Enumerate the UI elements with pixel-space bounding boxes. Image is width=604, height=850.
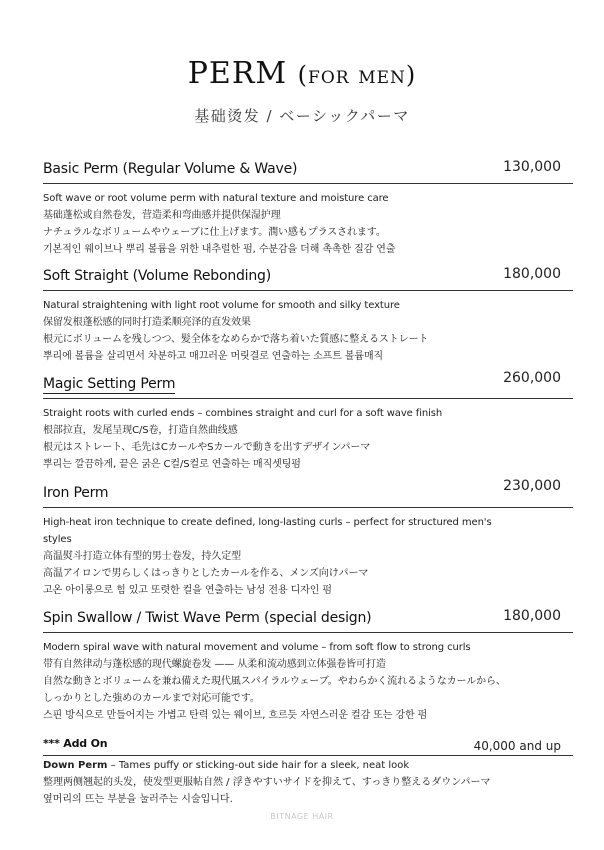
addon-price: 40,000 and up — [473, 739, 561, 753]
desc-ja: 自然な動きとボリュームを兼ね備えた現代風スパイラルウェーブ。やわらかく流れるようなカールから、 — [43, 676, 506, 687]
menu-item-price: 180,000 — [503, 266, 561, 282]
desc-ja: ナチュラルなボリュームやウェーブに仕上げます。潤い感もプラスされます。 — [43, 227, 386, 238]
menu-item-name: Iron Perm — [43, 485, 109, 501]
watermark-text: BITNAGE HAIR — [270, 812, 334, 821]
addon-desc-zh-ja: 整理两侧翘起的头发，使发型更服帖自然 / 浮きやすいサイドを抑えて、すっきり整えるダウンパーマ — [43, 777, 491, 788]
desc-ko: 기본적인 웨이브나 뿌리 볼륨을 위한 내추럴한 펌, 수분감을 더해 촉촉한 질감 연출 — [43, 244, 396, 255]
menu-item-soft-straight — [43, 268, 573, 365]
desc-en: Natural straightening with light root volume for smooth and silky texture — [43, 300, 400, 311]
menu-item-magic-setting — [43, 370, 573, 473]
menu-item-name: Soft Straight (Volume Rebonding) — [43, 268, 271, 284]
addon-item-label: Down Perm — [43, 760, 108, 771]
menu-item-spin-swallow — [43, 610, 573, 724]
desc-ja: 根元にボリュームを残しつつ、髪全体をなめらかで落ち着いた質感に整えるストレート — [43, 334, 429, 345]
desc-en: Soft wave or root volume perm with natural texture and moisture care — [43, 193, 389, 204]
desc-ko: 뿌리는 깔끔하게, 끝은 굵은 C컬/S컬로 연출하는 매직셋팅펌 — [43, 459, 301, 470]
desc-ja: 高温アイロンで男らしくはっきりとしたカールを作る、メンズ向けパーマ — [43, 568, 369, 579]
menu-item-basic-perm — [43, 161, 573, 258]
addon-item — [43, 757, 573, 774]
menu-item-name: Magic Setting Perm — [43, 376, 176, 392]
addon-title: *** Add On — [43, 737, 108, 750]
desc-en: Straight roots with curled ends – combines straight and curl for a soft wave finish — [43, 408, 443, 419]
desc-en: Modern spiral wave with natural movement and volume – from soft flow to strong curls — [43, 642, 471, 653]
menu-item-iron-perm — [43, 478, 573, 599]
menu-item-name: Spin Swallow / Twist Wave Perm (special design) — [43, 610, 372, 626]
desc-ja-cont: しっかりとした強めのカールまで対応可能です。 — [43, 693, 260, 704]
desc-ko: 스핀 방식으로 만들어지는 가볍고 탄력 있는 웨이브, 흐르듯 자연스러운 컬감 또는 강한 펌 — [43, 710, 428, 721]
desc-zh: 带有自然律动与蓬松感的现代螺旋卷发 —— 从柔和流动感到立体强卷皆可打造 — [43, 659, 386, 670]
desc-zh: 高温熨斗打造立体有型的男士卷发，持久定型 — [43, 551, 241, 562]
title-sub: (for men) — [297, 61, 417, 89]
desc-ja: 根元はストレート、毛先はCカールやSカールで動きを出すデザインパーマ — [43, 442, 371, 453]
desc-ko: 뿌리에 볼륨을 살리면서 차분하고 매끄러운 머릿결로 연출하는 소프트 볼륨매직 — [43, 351, 384, 362]
desc-zh: 根部拉直，发尾呈现C/S卷，打造自然曲线感 — [43, 425, 238, 436]
page-subtitle: 基础烫发 / ベーシックパーマ — [194, 107, 410, 125]
menu-item-price: 230,000 — [503, 478, 561, 494]
menu-item-name: Basic Perm (Regular Volume & Wave) — [43, 161, 298, 177]
desc-zh: 保留发根蓬松感的同时打造柔顺亮泽的直发效果 — [43, 317, 251, 328]
menu-item-price: 180,000 — [503, 608, 561, 624]
addon-section — [43, 737, 573, 808]
addon-item-desc: – Tames puffy or sticking-out side hair for a sleek, neat look — [107, 760, 410, 771]
addon-desc-ko: 옆머리의 뜨는 부분을 눌러주는 시술입니다. — [43, 794, 233, 805]
title-main: PERM — [187, 56, 288, 91]
page-title — [0, 56, 604, 91]
desc-zh: 基础蓬松或自然卷发，营造柔和弯曲感并提供保湿护理 — [43, 210, 281, 221]
menu-item-price: 130,000 — [503, 159, 561, 175]
desc-ko: 고온 아이롱으로 힘 있고 또렷한 컬을 연출하는 남성 전용 디자인 펌 — [43, 585, 332, 596]
menu-item-price: 260,000 — [503, 370, 561, 386]
desc-en: High-heat iron technique to create defined, long-lasting curls – perfect for structured men's styles — [43, 517, 492, 545]
